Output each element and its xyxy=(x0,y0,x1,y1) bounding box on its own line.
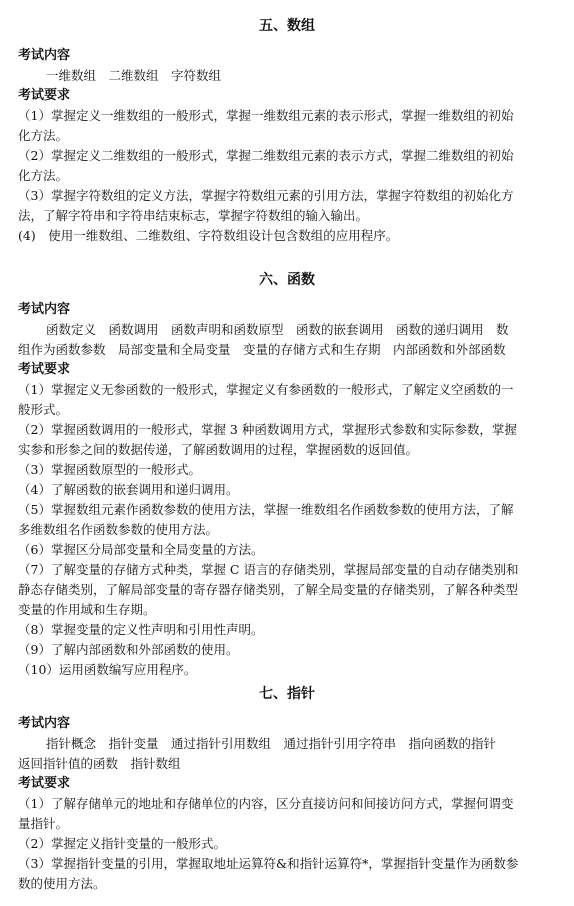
requirement-line: 实参和形参之间的数据传递，了解函数调用的过程，掌握函数的返回值。 xyxy=(18,442,419,457)
requirement-line: 般形式。 xyxy=(18,402,69,417)
requirement-line: （3）掌握字符数组的定义方法，掌握字符数组元素的引用方法，掌握字符数组的初始化方 xyxy=(18,188,514,203)
requirement-line: 多维数组名作函数参数的使用方法。 xyxy=(18,522,219,537)
requirements-heading: 考试要求 xyxy=(18,776,71,791)
section-block xyxy=(18,300,554,680)
content-line: 组作为函数参数 局部变量和全局变量 变量的存储方式和生存期 内部函数和外部函数 xyxy=(18,342,506,357)
requirement-line: （7）了解变量的存储方式种类，掌握 C 语言的存储类别，掌握局部变量的自动存储类别和 xyxy=(18,562,519,577)
content-heading: 考试内容 xyxy=(18,716,71,731)
section-title: 七、指针 xyxy=(259,686,315,702)
requirement-line: 化方法。 xyxy=(18,128,69,143)
requirement-line: （2）掌握定义指针变量的一般形式。 xyxy=(18,836,226,851)
requirement-line: （6）掌握区分局部变量和全局变量的方法。 xyxy=(18,542,264,557)
section-title: 五、数组 xyxy=(259,18,315,34)
requirement-line: （10）运用函数编写应用程序。 xyxy=(18,662,197,677)
requirement-line: (4) 使用一维数组、二维数组、字符数组设计包含数组的应用程序。 xyxy=(18,228,399,243)
requirements-heading: 考试要求 xyxy=(18,362,71,377)
requirement-line: （9）了解内部函数和外部函数的使用。 xyxy=(18,642,239,657)
content-heading: 考试内容 xyxy=(18,48,71,63)
requirement-line: 化方法。 xyxy=(18,168,69,183)
requirement-line: 变量的作用域和生存期。 xyxy=(18,602,156,617)
requirement-line: 数的使用方法。 xyxy=(18,876,106,891)
content-line: 函数定义 函数调用 函数声明和函数原型 函数的嵌套调用 函数的递归调用 数 xyxy=(46,322,509,337)
requirement-line: （3）掌握指针变量的引用，掌握取地址运算符&和指针运算符*，掌握指针变量作为函数参 xyxy=(18,856,519,871)
requirement-line: 量指针。 xyxy=(18,816,69,831)
requirement-line: （5）掌握数组元素作函数参数的使用方法，掌握一维数组名作函数参数的使用方法，了解 xyxy=(18,502,514,517)
content-line: 一维数组 二维数组 字符数组 xyxy=(46,68,222,83)
requirement-line: （2）掌握定义二维数组的一般形式，掌握二维数组元素的表示方式，掌握二维数组的初始 xyxy=(18,148,514,163)
section-block xyxy=(18,714,554,894)
requirement-line: （1）掌握定义无参函数的一般形式，掌握定义有参函数的一般形式，了解定义空函数的一 xyxy=(18,382,514,397)
requirement-line: （1）掌握定义一维数组的一般形式，掌握一维数组元素的表示形式，掌握一维数组的初始 xyxy=(18,108,514,123)
requirement-line: 法，了解字符串和字符串结束标志，掌握字符数组的输入输出。 xyxy=(18,208,369,223)
section-block xyxy=(18,46,554,246)
requirement-line: （2）掌握函数调用的一般形式，掌握 3 种函数调用方式，掌握形式参数和实际参数，掌握 xyxy=(18,422,517,437)
requirement-line: （8）掌握变量的定义性声明和引用性声明。 xyxy=(18,622,264,637)
content-line: 返回指针值的函数 指针数组 xyxy=(18,756,181,771)
section-title: 六、函数 xyxy=(259,272,315,288)
content-line: 指针概念 指针变量 通过指针引用数组 通过指针引用字符串 指向函数的指针 xyxy=(46,736,497,751)
requirement-line: （3）掌握函数原型的一般形式。 xyxy=(18,462,201,477)
requirements-heading: 考试要求 xyxy=(18,88,71,103)
requirement-line: （1）了解存储单元的地址和存储单位的内容，区分直接访问和间接访问方式，掌握何谓变 xyxy=(18,796,514,811)
requirement-line: （4）了解函数的嵌套调用和递归调用。 xyxy=(18,482,239,497)
content-heading: 考试内容 xyxy=(18,302,71,317)
requirement-line: 静态存储类别，了解局部变量的寄存器存储类别，了解全局变量的存储类别，了解各种类型 xyxy=(18,582,519,597)
